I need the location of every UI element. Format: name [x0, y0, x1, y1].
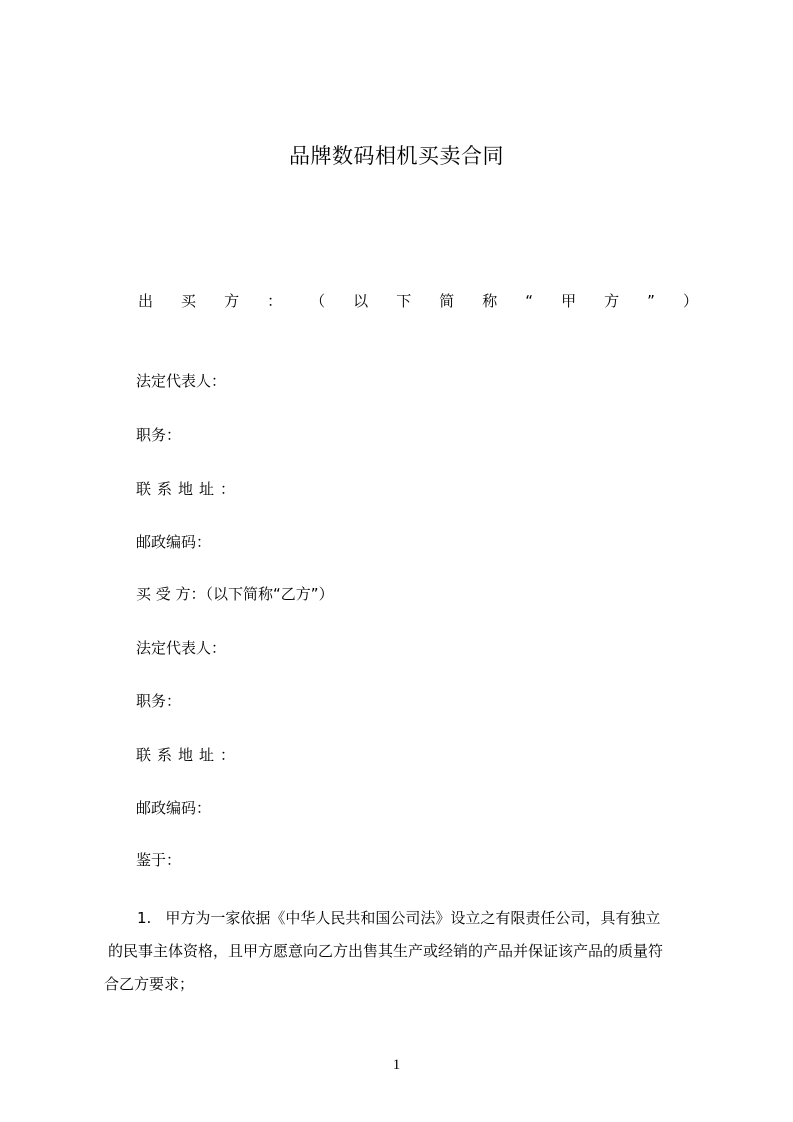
party-b-legal-rep-label: 法定代表人：: [136, 639, 227, 657]
party-a-address-label: 联系地址：: [136, 480, 242, 498]
clause-1-line-2: 的民事主体资格，且甲方愿意向乙方出售其生产或经销的产品并保证该产品的质量符: [108, 942, 664, 960]
whereas-heading: 鉴于：: [136, 851, 182, 869]
seller-line-char: 甲: [561, 292, 577, 310]
seller-line-char: 简: [439, 292, 455, 310]
seller-line-char: ：: [267, 292, 283, 310]
party-b-postcode-label: 邮政编码：: [136, 799, 212, 817]
seller-line-char: 称: [482, 292, 498, 310]
seller-line-char: 出: [138, 292, 154, 310]
seller-line-char: “: [525, 292, 534, 310]
seller-line-char: ”: [647, 292, 655, 310]
clause-1-line-3: 合乙方要求；: [104, 975, 195, 993]
clause-1-line-1: [104, 902, 716, 935]
seller-line-char: （: [310, 292, 326, 310]
buyer-party-heading: 买 受 方：（以下简称“乙方”）: [136, 585, 334, 603]
document-title: 品牌数码相机买卖合同: [289, 144, 504, 168]
page-number: 1: [392, 1057, 401, 1073]
seller-line-char: ）: [682, 292, 698, 310]
clause-number: 1.: [137, 909, 152, 927]
party-b-address-label: 联系地址：: [136, 746, 242, 764]
seller-line-char: 买: [181, 292, 197, 310]
seller-line-char: 以: [353, 292, 369, 310]
seller-line-char: 方: [224, 292, 240, 310]
clause-1-paragraph: [104, 902, 716, 1001]
party-b-position-label: 职务：: [136, 692, 182, 710]
party-a-position-label: 职务：: [136, 426, 182, 444]
seller-line-char: 方: [604, 292, 620, 310]
party-a-legal-rep-label: 法定代表人：: [136, 372, 227, 390]
seller-party-line: [138, 288, 698, 314]
party-a-postcode-label: 邮政编码：: [136, 533, 212, 551]
seller-line-char: 下: [396, 292, 412, 310]
clause-1-text-1: 甲方为一家依据《中华人民共和国公司法》设立之有限责任公司，具有独立: [165, 909, 661, 927]
